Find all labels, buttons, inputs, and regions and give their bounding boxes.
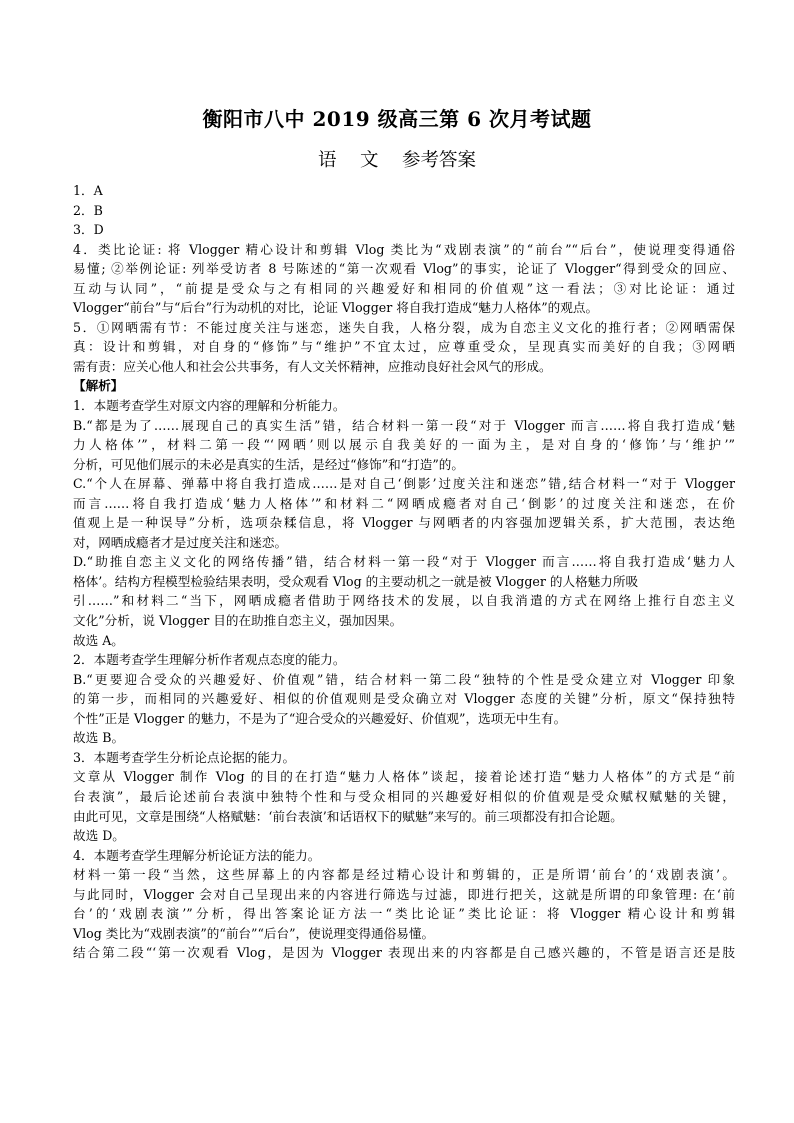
text-line: 由此可见，文章是围绕“人格赋魅：‘前台表演’和话语权下的赋魅”来写的。前三项都没有扣合论题。 — [73, 808, 623, 824]
text-line: 1．A — [73, 183, 103, 198]
text-line: 互动与认同”，“前提是受众与之有相同的兴趣爱好和相同的价值观”这一看法；③对比论证：通过 — [73, 280, 735, 296]
document-title: 衡阳市八中 2019 级高三第 6 次月考试题 — [202, 107, 592, 131]
text-line: 2．本题考查学生理解分析作者观点态度的能力。 — [73, 652, 346, 668]
text-line: B.“都是为了……展现自己的真实生活”错，结合材料一第一段“对于 Vlogger 而言……将自我打造成‘魅 — [73, 417, 735, 433]
text-line: 【解析】 — [73, 378, 124, 394]
text-line: C.“个人在屏幕、弹幕中将自我打造成……是对自己‘倒影’过度关注和迷恋”错,结合材料一“对于 Vlogger — [73, 476, 735, 492]
text-line: 结合第二段“‘第一次观看 Vlog，是因为 Vlogger 表现出来的内容都是自己感兴趣的，不管是语言还是肢 — [73, 945, 735, 961]
answer-body — [73, 181, 735, 963]
text-line: 真：设计和剪辑，对自身的“修饰”与“维护”不宜太过，应尊重受众，呈现真实而美好的自我；③网晒 — [73, 339, 735, 355]
text-line: 格体’。结构方程模型检验结果表明，受众观看 Vlog 的主要动机之一就是被 Vlogger 的人格魅力所吸 — [73, 573, 639, 589]
text-line: 1．本题考查学生对原文内容的理解和分析能力。 — [73, 398, 346, 414]
text-line: 文化”分析，说 Vlogger 目的在助推自恋主义，强加因果。 — [73, 613, 403, 629]
text-line: 文章从 Vlogger 制作 Vlog 的目的在打造“魅力人格体”谈起，接着论述打造“魅力人格体”的方式是“前 — [73, 769, 735, 785]
text-line: 的第一步，而相同的兴趣爱好、相似的价值观则是受众确立对 Vlogger 态度的关键”分析，原文“保持独特 — [73, 691, 735, 707]
document-subtitle: 语 文 参考答案 — [317, 150, 477, 171]
text-line: 4．类比论证: 将 Vlogger 精心设计和剪辑 Vlog 类比为“戏剧表演”的“前台”“后台”，使说理变得通俗 — [73, 241, 735, 257]
text-line: 个性”正是 Vlogger 的魅力，不是为了“迎合受众的兴趣爱好、价值观”，选项无中生有。 — [73, 710, 567, 726]
text-line: 故选 D。 — [73, 828, 125, 844]
text-line: 4．本题考查学生理解分析论证方法的能力。 — [73, 847, 321, 863]
text-line: 故选 A。 — [73, 632, 124, 648]
text-line: 故选 B。 — [73, 730, 125, 746]
text-line: 分析，可见他们展示的未必是真实的生活，是经过“修饰”和“打造”的。 — [73, 456, 464, 472]
text-line: Vlog 类比为“戏剧表演”的“前台”“后台”，使说理变得通俗易懂。 — [73, 925, 435, 941]
text-line: 与此同时，Vlogger 会对自己呈现出来的内容进行筛选与过滤，即进行把关，这就是所谓的印象管理: 在‘前 — [73, 886, 735, 902]
text-line: B.“更要迎合受众的兴趣爱好、价值观”错，结合材料一第二段“独特的个性是受众建立对 Vlogger 印象 — [73, 671, 735, 687]
text-line: 易懂; ②举例论证: 列举受访者 8 号陈述的“第一次观看 Vlog”的事实，论证了 Vlogger“得到受众的回应、 — [73, 261, 735, 277]
text-line: Vlogger“前台”与“后台”行为动机的对比，论证 Vlogger 将自我打造成“魅力人格体”的观点。 — [73, 300, 599, 316]
text-line: 5．①网晒需有节：不能过度关注与迷恋，迷失自我，人格分裂，成为自恋主义文化的推行者；②网晒需保 — [73, 319, 735, 335]
text-line: 2．B — [73, 202, 103, 218]
text-line: 台表演”，最后论述前台表演中独特个性和与受众相同的兴趣爱好相似的价值观是受众赋权赋魅的关键， — [73, 788, 735, 804]
text-line: 值观上是一种误导”分析，选项杂糅信息，将 Vlogger 与网晒者的内容强加逻辑关系，扩大范围，表达绝 — [73, 515, 735, 531]
text-line: 3．本题考查学生分析论点论据的能力。 — [73, 749, 296, 765]
text-line: 而言……将自我打造成‘魅力人格体’”和材料二“网晒成瘾者对自己‘倒影’的过度关注和迷恋，在价 — [73, 495, 735, 511]
text-line: 3．D — [73, 222, 104, 238]
text-line: 引……”和材料二“当下，网晒成瘾者借助于网络技术的发展，以自我消遣的方式在网络上推行自恋主义 — [73, 593, 735, 609]
text-line: D.“助推自恋主义文化的网络传播”错，结合材料一第一段“对于 Vlogger 而言……将自我打造成‘魅力人 — [73, 554, 735, 570]
text-line: 材料一第一段“当然，这些屏幕上的内容都是经过精心设计和剪辑的，正是所谓‘前台’的‘戏剧表演’。 — [73, 867, 735, 883]
text-line: 需有责：应关心他人和社会公共事务，有人文关怀精神，应推动良好社会风气的形成。 — [73, 358, 552, 374]
text-line: 台’的‘戏剧表演’”分析，得出答案论证方法一“类比论证”类比论证：将 Vlogger 精心设计和剪辑 — [73, 906, 735, 922]
text-line: 对，网晒成瘾者才是过度关注和迷恋。 — [73, 534, 288, 550]
text-line: 力人格体’”，材料二第一段“‘网晒’则以展示自我美好的一面为主，是对自身的‘修饰’与‘维护’” — [73, 437, 735, 453]
